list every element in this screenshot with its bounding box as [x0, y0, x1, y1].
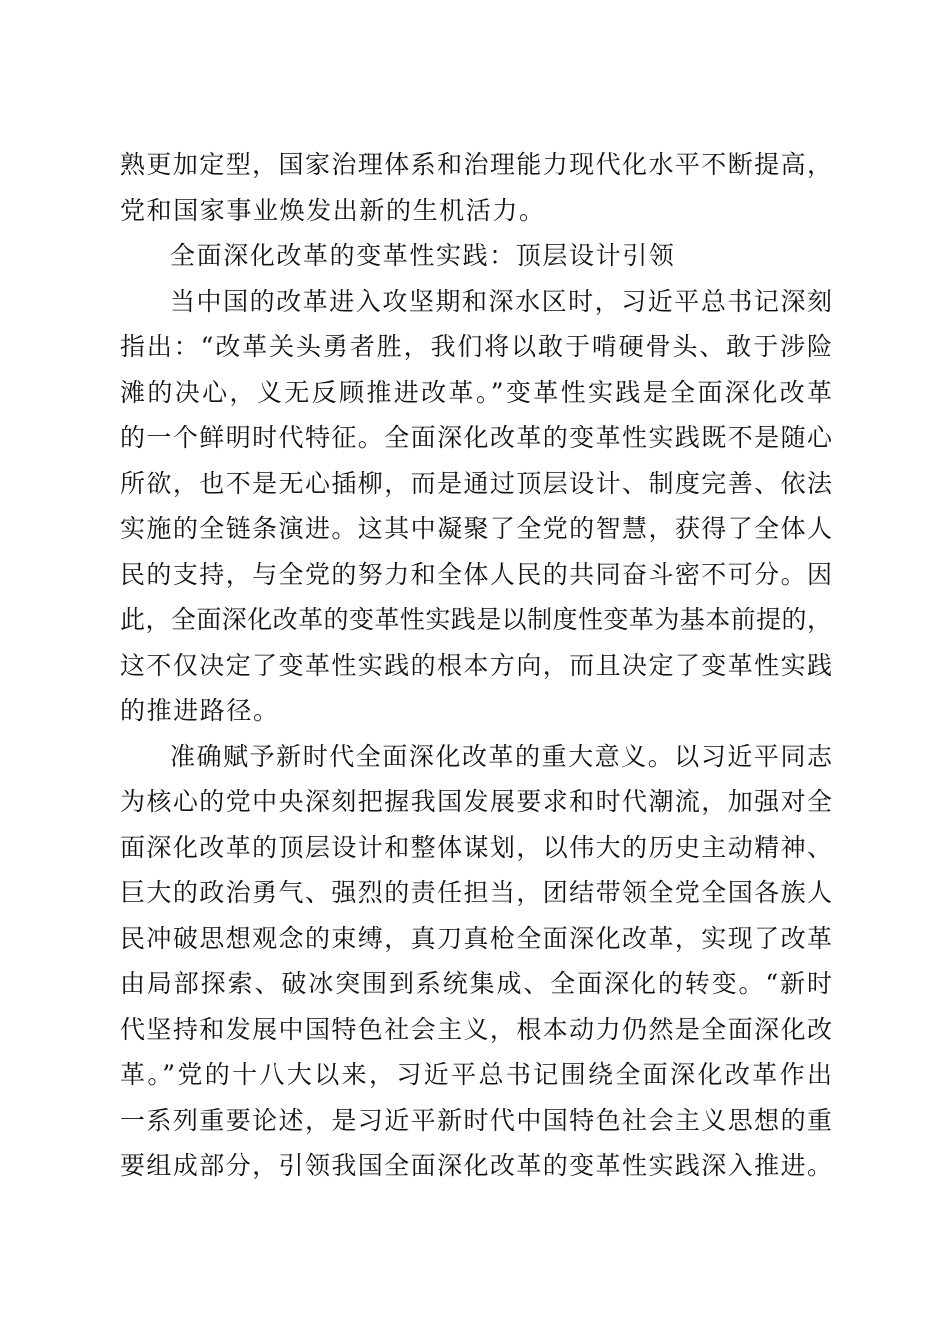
text-line: 当中国的改革进入攻坚期和深水区时，习近平总书记深刻 [170, 286, 832, 316]
text-line: 所欲，也不是无心插柳，而是通过顶层设计、制度完善、依法 [120, 468, 832, 498]
text-line: 民冲破思想观念的束缚，真刀真枪全面深化改革，实现了改革 [120, 923, 832, 953]
text-line: 一系列重要论述，是习近平新时代中国特色社会主义思想的重 [120, 1105, 832, 1135]
body-text [120, 142, 832, 1189]
text-line: 由局部探索、破冰突围到系统集成、全面深化的转变。“新时 [120, 969, 832, 998]
text-line: 革。”党的十八大以来，习近平总书记围绕全面深化改革作出 [120, 1060, 832, 1089]
paragraph-continuation [120, 142, 832, 233]
text-line: 这不仅决定了变革性实践的根本方向，而且决定了变革性实践 [120, 650, 832, 680]
text-line: 的推进路径。 [120, 696, 280, 725]
text-line: 实施的全链条演进。这其中凝聚了全党的智慧，获得了全体人 [120, 514, 832, 543]
text-line: 滩的决心，义无反顾推进改革。”变革性实践是全面深化改革 [120, 377, 832, 407]
section-heading [120, 233, 832, 279]
text-line: 面深化改革的顶层设计和整体谋划，以伟大的历史主动精神、 [120, 832, 832, 862]
paragraph [120, 734, 832, 1189]
text-line: 巨大的政治勇气、强烈的责任担当，团结带领全党全国各族人 [120, 878, 832, 907]
text-line: 要组成部分，引领我国全面深化改革的变革性实践深入推进。 [120, 1151, 832, 1180]
text-line: 的一个鲜明时代特征。全面深化改革的变革性实践既不是随心 [120, 423, 832, 452]
heading-line: 全面深化改革的变革性实践：顶层设计引领 [170, 241, 676, 270]
text-line: 党和国家事业焕发出新的生机活力。 [120, 195, 546, 225]
text-line: 此，全面深化改革的变革性实践是以制度性变革为基本前提的， [120, 605, 832, 634]
text-line: 代坚持和发展中国特色社会主义，根本动力仍然是全面深化改 [120, 1014, 832, 1044]
text-line: 指出：“改革关头勇者胜，我们将以敢于啃硬骨头、敢于涉险 [120, 332, 832, 361]
text-line: 熟更加定型，国家治理体系和治理能力现代化水平不断提高， [120, 150, 832, 179]
paragraph [120, 279, 832, 734]
text-line: 为核心的党中央深刻把握我国发展要求和时代潮流，加强对全 [120, 787, 832, 816]
text-line: 民的支持，与全党的努力和全体人民的共同奋斗密不可分。因 [120, 559, 832, 589]
text-line: 准确赋予新时代全面深化改革的重大意义。以习近平同志 [170, 741, 832, 771]
